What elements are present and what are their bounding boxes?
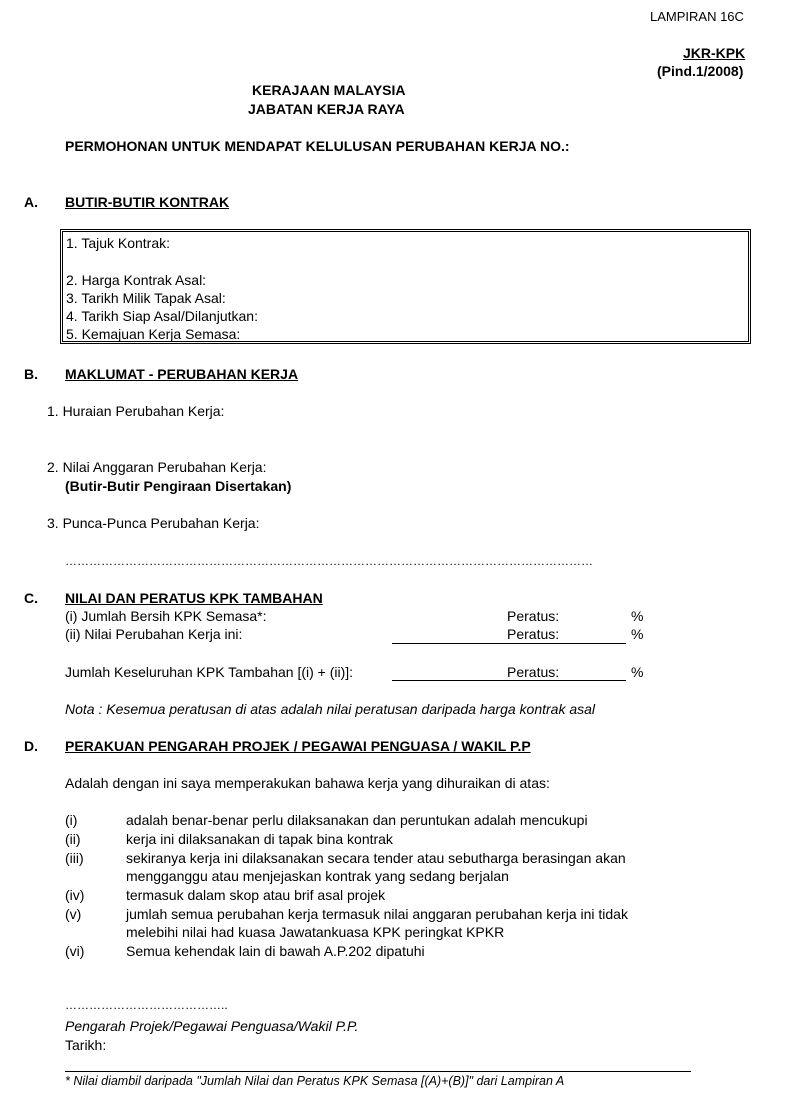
cert-item-1-num: (i)	[65, 812, 78, 828]
change-value-label: (ii) Nilai Perubahan Kerja ini:	[65, 626, 243, 642]
date-label: Tarikh:	[65, 1037, 107, 1053]
percentage-note: Nota : Kesemua peratusan di atas adalah nilai peratusan daripada harga kontrak asal	[65, 701, 596, 717]
dotted-line: ……………………………………………………………………………………………………………………	[65, 554, 593, 568]
cert-item-5-text-line2: melebihi nilai had kuasa Jawatankuasa KPK peringkat KPKR	[126, 924, 505, 940]
total-kpk-percent-label: Peratus:	[507, 664, 560, 680]
cert-item-3-text-line1: sekiranya kerja ini dilaksanakan secara tender atau sebutharga berasingan akan	[126, 850, 626, 866]
net-kpk-percent-sign: %	[631, 608, 644, 624]
change-value-percent-sign: %	[631, 626, 644, 642]
cert-item-4-num: (iv)	[65, 887, 85, 903]
original-contract-price-field: 2. Harga Kontrak Asal:	[66, 272, 207, 288]
cert-item-3-num: (iii)	[65, 850, 84, 866]
form-revision: (Pind.1/2008)	[657, 63, 744, 79]
section-c-title: NILAI DAN PERATUS KPK TAMBAHAN	[65, 590, 323, 606]
section-a-letter: A.	[24, 194, 38, 210]
total-kpk-percent-sign: %	[631, 664, 644, 680]
change-description-label: 1. Huraian Perubahan Kerja:	[47, 403, 225, 419]
completion-date-field: 4. Tarikh Siap Asal/Dilanjutkan:	[66, 308, 258, 324]
section-a-title: BUTIR-BUTIR KONTRAK	[65, 194, 230, 210]
cert-item-6-text: Semua kehendak lain di bawah A.P.202 dipatuhi	[126, 943, 425, 959]
change-value-underline	[392, 643, 626, 644]
work-progress-field: 5. Kemajuan Kerja Semasa:	[66, 326, 241, 342]
change-causes-label: 3. Punca-Punca Perubahan Kerja:	[47, 515, 260, 531]
net-kpk-label: (i) Jumlah Bersih KPK Semasa*:	[65, 608, 267, 624]
cert-item-3-text-line2: mengganggu atau menjejaskan kontrak yang sedang berjalan	[126, 868, 509, 884]
section-d-title: PERAKUAN PENGARAH PROJEK / PEGAWAI PENGUASA / WAKIL P.P	[65, 738, 531, 754]
contract-title-field: 1. Tajuk Kontrak:	[66, 235, 171, 251]
cert-item-5-num: (v)	[65, 906, 82, 922]
net-kpk-percent-label: Peratus:	[507, 608, 560, 624]
signatory-role: Pengarah Projek/Pegawai Penguasa/Wakil P.P.	[65, 1018, 359, 1034]
cert-item-2-num: (ii)	[65, 831, 81, 847]
site-possession-date-field: 3. Tarikh Milik Tapak Asal:	[66, 290, 226, 306]
lampiran-label: LAMPIRAN 16C	[650, 9, 744, 24]
footnote: * Nilai diambil daripada "Jumlah Nilai dan Peratus KPK Semasa [(A)+(B)]" dari Lampiran A	[65, 1074, 565, 1088]
change-value-percent-label: Peratus:	[507, 626, 560, 642]
form-title: PERMOHONAN UNTUK MENDAPAT KELULUSAN PERUBAHAN KERJA NO.:	[65, 138, 570, 154]
total-kpk-label: Jumlah Keseluruhan KPK Tambahan [(i) + (ii)]:	[65, 664, 354, 680]
government-name: KERAJAAN MALAYSIA	[252, 82, 406, 98]
section-b-letter: B.	[24, 366, 38, 382]
department-name: JABATAN KERJA RAYA	[248, 101, 405, 117]
cert-item-2-text: kerja ini dilaksanakan di tapak bina kontrak	[126, 831, 393, 847]
estimated-value-label: 2. Nilai Anggaran Perubahan Kerja:	[47, 459, 267, 475]
section-d-letter: D.	[24, 738, 38, 754]
cert-item-6-num: (vi)	[65, 943, 85, 959]
contract-details-box	[60, 229, 751, 344]
footnote-divider	[65, 1071, 691, 1072]
certification-intro: Adalah dengan ini saya memperakukan bahawa kerja yang dihuraikan di atas:	[65, 775, 550, 791]
cert-item-5-text-line1: jumlah semua perubahan kerja termasuk nilai anggaran perubahan kerja ini tidak	[126, 906, 628, 922]
form-code: JKR-KPK	[683, 45, 746, 61]
section-c-letter: C.	[24, 590, 38, 606]
calculation-note: (Butir-Butir Pengiraan Disertakan)	[65, 478, 292, 494]
section-b-title: MAKLUMAT - PERUBAHAN KERJA	[65, 366, 299, 382]
total-kpk-underline	[392, 680, 626, 681]
signature-line: …………………………………..	[65, 998, 228, 1012]
cert-item-4-text: termasuk dalam skop atau brif asal projek	[126, 887, 386, 903]
cert-item-1-text: adalah benar-benar perlu dilaksanakan dan peruntukan adalah mencukupi	[126, 812, 588, 828]
